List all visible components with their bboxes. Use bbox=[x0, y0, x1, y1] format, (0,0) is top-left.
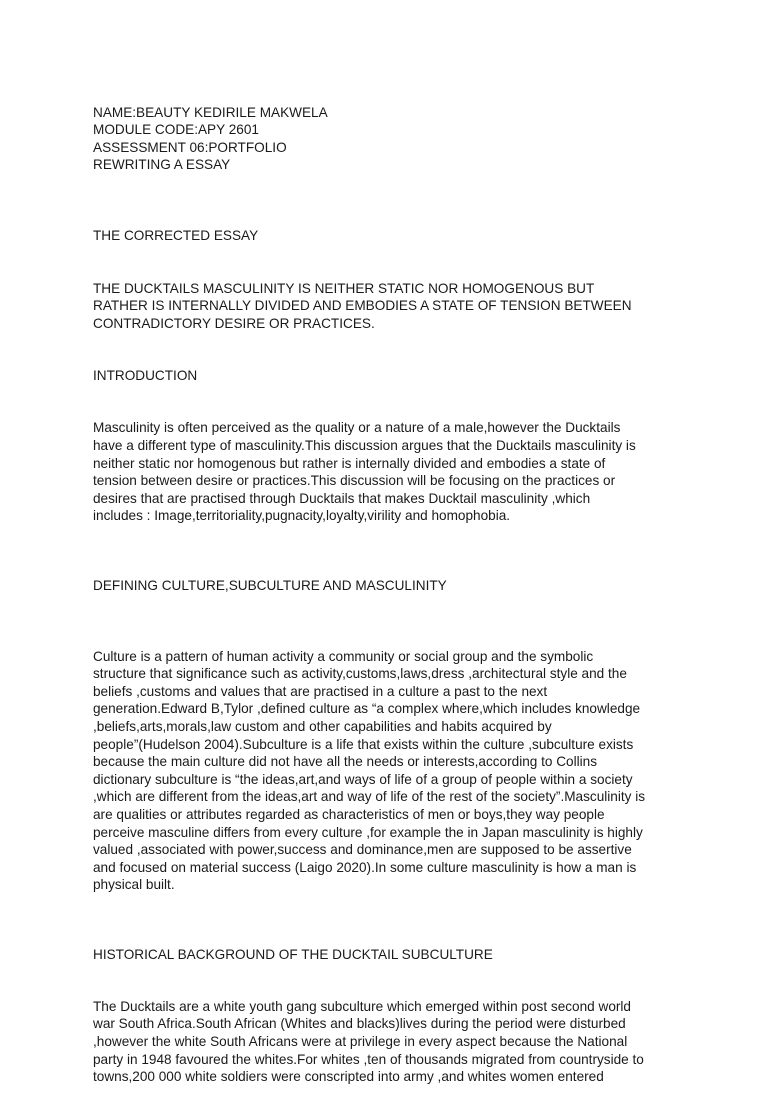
module-code: MODULE CODE:APY 2601 bbox=[93, 122, 259, 138]
section-heading-defining-culture: DEFINING CULTURE,SUBCULTURE AND MASCULINITY bbox=[93, 578, 447, 594]
section-body-defining-culture: Culture is a pattern of human activity a community or social group and the symbolic structure that significance such as activity,customs,laws,dress ,architectural style and the beliefs ,customs and values that are practised in a culture a past to the next generation.Edward B,Tylor ,defined culture as “a complex where,which includes knowledge ,beliefs,arts,morals,law custom and other capabilities and habits acquired by people”(Hudelson 2004).Subculture is a life that exists within the culture ,subculture exists because the main culture did not have all the needs or interests,according to Collins dictionary subculture is “the ideas,art,and ways of life of a group of people within a society ,which are different from the ideas,art and way of life of the rest of the society”.Masculinity is are qualities or attributes regarded as characteristics of men or boys,they way people perceive masculine differs from every culture ,for example the in Japan masculinity is highly valued ,associated with power,success and dominance,men are supposed to be assertive and focused on material success (Laigo 2020).In some culture masculinity is how a man is physical built. bbox=[93, 648, 646, 893]
section-heading-introduction: INTRODUCTION bbox=[93, 368, 198, 384]
essay-content bbox=[93, 86, 678, 1103]
essay-title: THE DUCKTAILS MASCULINITY IS NEITHER STATIC NOR HOMOGENOUS BUT RATHER IS INTERNALLY DIVIDED AND EMBODIES A STATE OF TENSION BETWEEN CONTRADICTORY DESIRE OR PRACTICES. bbox=[93, 280, 632, 331]
student-name: NAME:BEAUTY KEDIRILE MAKWELA bbox=[93, 104, 328, 120]
task-label: REWRITING A ESSAY bbox=[93, 157, 231, 173]
section-body-introduction: Masculinity is often perceived as the quality or a nature of a male,however the Ducktails have a different type of masculinity.This discussion argues that the Ducktails masculinity is neither static nor homogenous but rather is internally divided and embodies a state of tension between desire or practices.This discussion will be focusing on the practices or desires that are practised through Ducktails that makes Ducktail masculinity ,which includes : Image,territoriality,pugnacity,loyalty,virility and homophobia. bbox=[93, 420, 636, 524]
section-body-historical-background: The Ducktails are a white youth gang subculture which emerged within post second world war South Africa.South African (Whites and blacks)lives during the period were disturbed ,however the white South Africans were at privilege in every aspect because the National party in 1948 favoured the whites.For whites ,ten of thousands migrated from countryside to towns,200 000 white soldiers were conscripted into army ,and whites women entered bbox=[93, 998, 644, 1085]
section-heading-historical-background: HISTORICAL BACKGROUND OF THE DUCKTAIL SUBCULTURE bbox=[93, 946, 493, 962]
student-info bbox=[93, 104, 678, 174]
corrected-essay-label: THE CORRECTED ESSAY bbox=[93, 227, 259, 243]
assessment-label: ASSESSMENT 06:PORTFOLIO bbox=[93, 139, 287, 155]
